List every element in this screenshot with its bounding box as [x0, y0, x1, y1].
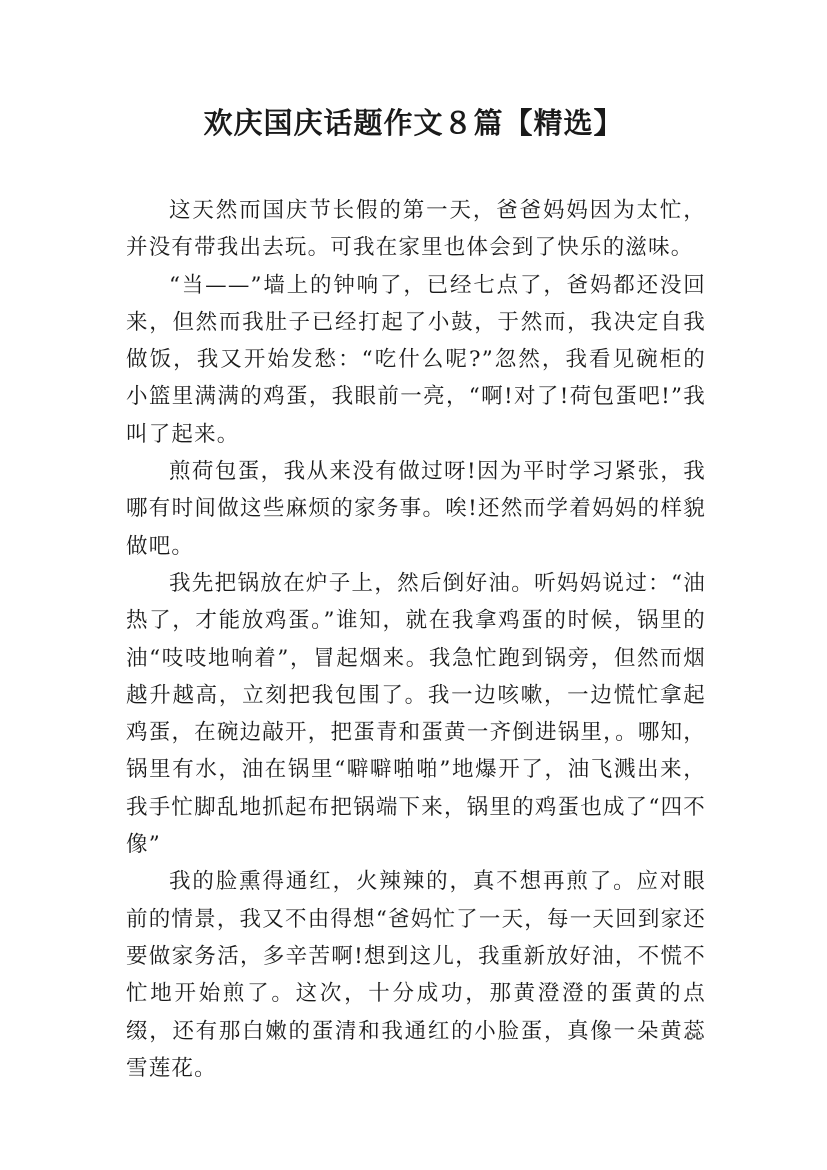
paragraph-1: 这天然而国庆节长假的第一天，爸爸妈妈因为太忙，并没有带我出去玩。可我在家里也体会到了快乐的滋味。	[126, 198, 706, 261]
paragraph-2: “当——”墙上的钟响了，已经七点了，爸妈都还没回来，但然而我肚子已经打起了小鼓，于然而，我决定自我做饭，我又开始发愁：“吃什么呢?”忽然，我看见碗柜的小篮里满满的鸡蛋，我眼前一亮，“啊!对了!荷包蛋吧!”我叫了起来。	[126, 272, 706, 447]
document-body	[126, 192, 706, 1087]
paragraph-5: 我的脸熏得通红，火辣辣的，真不想再煎了。应对眼前的情景，我又不由得想“爸妈忙了一天，每一天回到家还要做家务活，多辛苦啊!想到这儿，我重新放好油，不慌不忙地开始煎了。这次，十分成功，那黄澄澄的蛋黄的点缀，还有那白嫩的蛋清和我通红的小脸蛋，真像一朵黄蕊雪莲花。	[126, 869, 706, 1081]
paragraph-4: 我先把锅放在炉子上，然后倒好油。听妈妈说过：“油热了，才能放鸡蛋。”谁知，就在我拿鸡蛋的时候，锅里的油“吱吱地响着”，冒起烟来。我急忙跑到锅旁，但然而烟越升越高，立刻把我包围了。我一边咳嗽，一边慌忙拿起鸡蛋，在碗边敲开，把蛋青和蛋黄一齐倒进锅里，。哪知，锅里有水，油在锅里“噼噼啪啪”地爆开了，油飞溅出来，我手忙脚乱地抓起布把锅端下来，锅里的鸡蛋也成了“四不像”	[126, 570, 706, 858]
paragraph-3: 煎荷包蛋，我从来没有做过呀!因为平时学习紧张，我哪有时间做这些麻烦的家务事。唉!还然而学着妈妈的样貌做吧。	[126, 459, 706, 559]
document-title: 欢庆国庆话题作文８篇【精选】	[203, 106, 624, 140]
